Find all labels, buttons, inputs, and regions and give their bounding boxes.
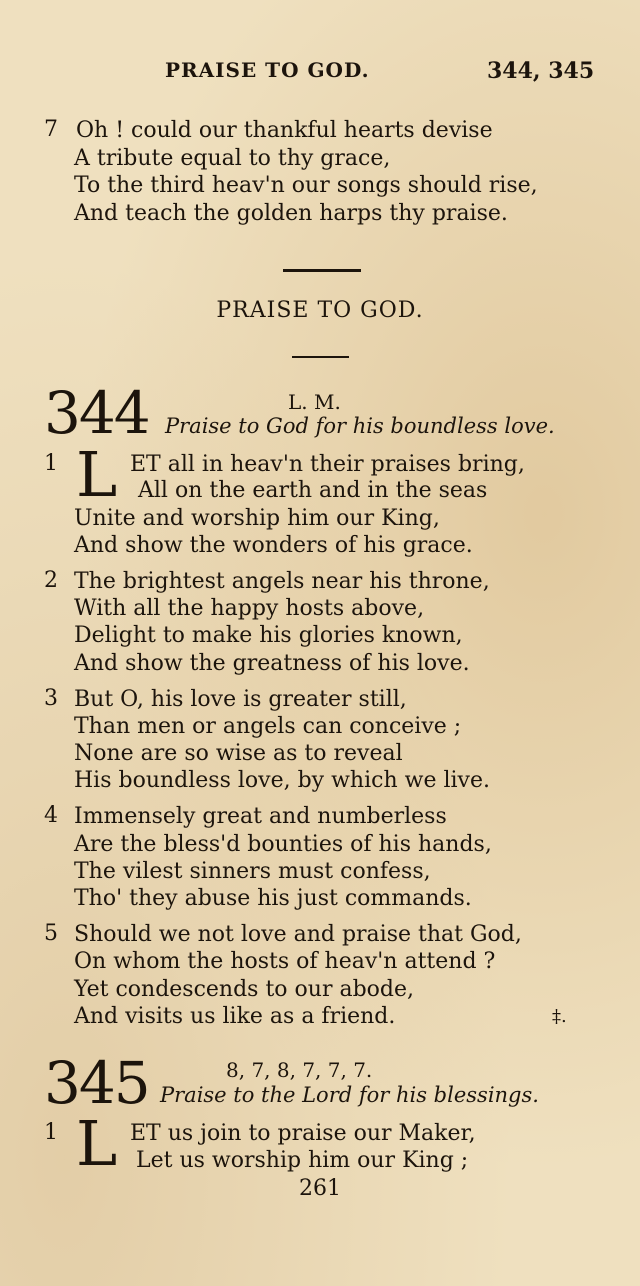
- short-divider: [292, 356, 349, 358]
- verse-line: None are so wise as to reveal: [74, 741, 403, 766]
- stanza-number: 1: [44, 1120, 58, 1145]
- hymn-number: 344: [44, 379, 149, 447]
- hymn-meter: 8, 7, 8, 7, 7, 7.: [226, 1058, 373, 1082]
- verse-line: Are the bless'd bounties of his hands,: [74, 832, 492, 857]
- verse-line: Delight to make his glories known,: [74, 623, 463, 648]
- verse-line: Unite and worship him our King,: [74, 506, 440, 531]
- verse-line: But O, his love is greater still,: [74, 687, 407, 712]
- stanza-number: 4: [44, 803, 58, 828]
- verse-line: Tho' they abuse his just commands.: [74, 886, 472, 911]
- hymn-subtitle: Praise to the Lord for his blessings.: [160, 1083, 539, 1107]
- section-title: PRAISE TO GOD.: [216, 298, 424, 323]
- verse-line: Let us worship him our King ;: [136, 1148, 469, 1173]
- hymn-meter: L. M.: [288, 390, 341, 414]
- verse-line: And teach the golden harps thy praise.: [74, 201, 508, 226]
- verse-line: A tribute equal to thy grace,: [74, 146, 391, 171]
- verse-line: With all the happy hosts above,: [74, 596, 425, 621]
- verse-line: Yet condescends to our abode,: [74, 977, 415, 1002]
- verse-line: Immensely great and numberless: [74, 804, 447, 829]
- running-head-numbers: 344, 345: [487, 58, 595, 84]
- verse-line: The vilest sinners must confess,: [74, 859, 431, 884]
- verse-line: Oh ! could our thankful hearts devise: [76, 118, 493, 143]
- verse-line: Should we not love and praise that God,: [74, 922, 522, 947]
- drop-cap: L: [76, 438, 118, 511]
- stanza-number: 1: [44, 451, 58, 476]
- verse-line: And visits us like as a friend.: [74, 1004, 396, 1029]
- hymn-subtitle: Praise to God for his boundless love.: [165, 414, 555, 438]
- stanza-number: 5: [44, 921, 58, 946]
- verse-line: And show the wonders of his grace.: [74, 533, 473, 558]
- verse-line: ET all in heav'n their praises bring,: [130, 452, 525, 477]
- hymn-number: 345: [44, 1049, 149, 1117]
- page-number: 261: [299, 1176, 341, 1201]
- stanza-number: 3: [44, 686, 58, 711]
- verse-line: And show the greatness of his love.: [74, 651, 470, 676]
- drop-cap: L: [76, 1107, 118, 1180]
- verse-line: To the third heav'n our songs should rise,: [74, 173, 538, 198]
- stanza-number: 2: [44, 568, 58, 593]
- verse-line: All on the earth and in the seas: [138, 478, 488, 503]
- stanza-number: 7: [44, 117, 58, 142]
- verse-line: Than men or angels can conceive ;: [74, 714, 462, 739]
- verse-line: His boundless love, by which we live.: [74, 768, 490, 793]
- verse-line: The brightest angels near his throne,: [74, 569, 490, 594]
- verse-line: ET us join to praise our Maker,: [130, 1121, 476, 1146]
- verse-line: On whom the hosts of heav'n attend ?: [74, 949, 496, 974]
- end-mark: ‡.: [552, 1006, 567, 1027]
- section-divider: [283, 269, 361, 272]
- running-head-title: PRAISE TO GOD.: [165, 58, 370, 82]
